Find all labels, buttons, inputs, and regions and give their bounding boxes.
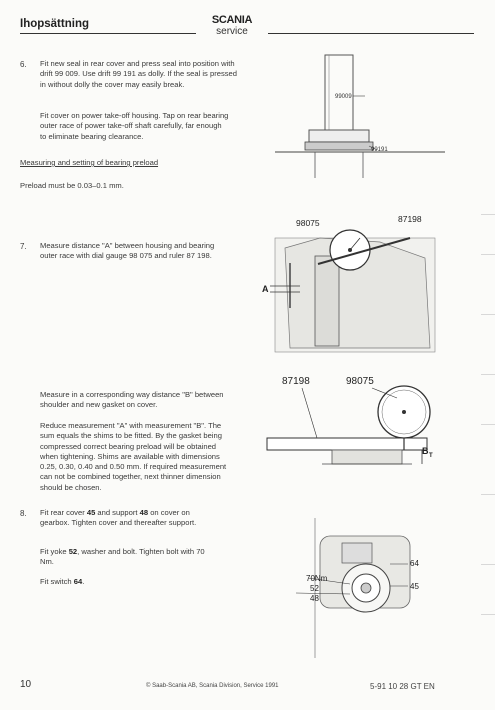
step-7-number: 7. [20,242,27,251]
fig4-label-48: 48 [310,594,319,603]
step-7-text-2: Measure in a corresponding way distance "B" between shoulder and new gasket on cover. [40,390,224,410]
edge-mark [481,254,495,255]
fig4-label-70nm: 70Nm [306,574,328,583]
page-number: 10 [20,679,32,690]
fig4-label-52: 52 [310,584,319,593]
header-rule-right [268,33,474,34]
figure-measure-a [260,208,440,354]
fig4-label-64: 64 [410,559,419,568]
step-6-text-2: Fit cover on power take-off housing. Tap on rear bearing outer race of power take-off shaft carefully, far enough to eliminate bearing clearance. [40,111,229,141]
edge-mark [481,564,495,565]
fig2-label-gauge: 98075 [296,218,320,228]
figure-measure-b [262,368,442,490]
step-8-text: Fit rear cover 45 and support 48 on cover on gearbox. Tighten cover and thereafter support. [40,508,197,528]
fig3-label-gauge: 98075 [346,376,374,387]
brand-subtitle: service [216,26,248,37]
edge-mark [481,424,495,425]
step-8-text-2: Fit yoke 52, washer and bolt. Tighten bolt with 70 Nm. [40,547,205,567]
step-7-text: Measure distance "A" between housing and bearing outer race with dial gauge 98 075 and ruler 87 198. [40,241,215,261]
document-code: 5-91 10 28 GT EN [370,682,435,691]
edge-mark [481,374,495,375]
fig2-label-a: A [262,284,269,294]
figure-seal-drift [275,50,445,180]
copyright: © Saab-Scania AB, Scania Division, Service 1991 [146,683,279,689]
edge-mark [481,214,495,215]
scania-logo: SCANIA [211,14,253,26]
step-7-text-3: Reduce measurement "A" with measurement "B". The sum equals the shims to be fitted. By the gasket being compressed correct bearing preload will be obtained when tightening. Shims are available with dimensions 0.25, 0.30, 0.40 and 0.50 mm. If required measurement can not be combined together, next thinner dimension should be chosen. [40,421,227,492]
fig1-label-top: 99009 [335,94,352,100]
fig2-label-ruler: 87198 [398,214,422,224]
figure-rear-cover-assembly [280,518,440,668]
edge-mark [481,494,495,495]
step-6-text: Fit new seal in rear cover and press seal into position with drift 99 009. Use drift 99 191 as dolly. If the seal is pressed in without dolly the cover may easily break. [40,59,237,89]
fig1-label-bottom: 99191 [371,147,388,153]
preload-text: Preload must be 0.03–0.1 mm. [20,181,124,190]
step-8-text-3: Fit switch 64. [40,577,85,586]
step-6-number: 6. [20,60,27,69]
edge-mark [481,614,495,615]
page-title: Ihopsättning [20,18,89,30]
step-8-number: 8. [20,509,27,518]
section-heading: Measuring and setting of bearing preload [20,158,159,167]
header-rule-left [20,33,196,34]
fig3-label-ruler: 87198 [282,376,310,387]
fig3-label-b-sub: T [429,453,433,459]
fig3-label-b: B [422,446,429,456]
fig4-label-45: 45 [410,582,419,591]
edge-mark [481,314,495,315]
brand-block [200,14,264,37]
